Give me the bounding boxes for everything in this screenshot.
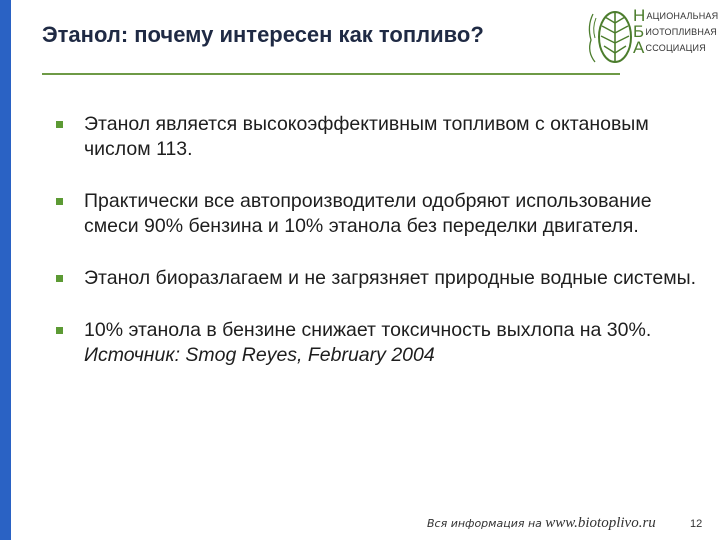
bullet-item — [56, 189, 706, 239]
slide-title: Этанол: почему интересен как топливо? — [42, 22, 484, 47]
left-accent-bar — [0, 0, 11, 540]
bullet-item — [56, 112, 706, 162]
source-citation: Источник: Smog Reyes, February 2004 — [84, 344, 435, 366]
bullet-text: Практически все автопроизводители одобряют использование смеси 90% бензина и 10% этанола без переделки двигателя. — [84, 190, 652, 237]
footer-info — [427, 515, 656, 532]
bullet-marker-icon — [56, 327, 63, 334]
bullet-text: Этанол биоразлагаем и не загрязняет природные водные системы. — [84, 267, 697, 289]
footer-prefix: Вся информация на — [427, 517, 542, 530]
bullet-item — [56, 318, 706, 368]
bullet-text: Этанол является высокоэффективным топливом с октановым числом 113. — [84, 113, 649, 160]
page-number: 12 — [690, 518, 703, 530]
title-divider — [42, 73, 620, 75]
bullet-text: 10% этанола в бензине снижает токсичность выхлопа на 30%. — [84, 319, 652, 341]
association-logo-text: НАЦИОНАЛЬНАЯ БИОТОПЛИВНАЯ АССОЦИАЦИЯ — [633, 6, 719, 57]
bullet-marker-icon — [56, 275, 63, 282]
bullet-marker-icon — [56, 198, 63, 205]
bullet-marker-icon — [56, 121, 63, 128]
bullet-list — [56, 112, 706, 395]
bullet-item — [56, 266, 706, 291]
footer-website-link[interactable]: www.biotoplivo.ru — [545, 515, 656, 531]
